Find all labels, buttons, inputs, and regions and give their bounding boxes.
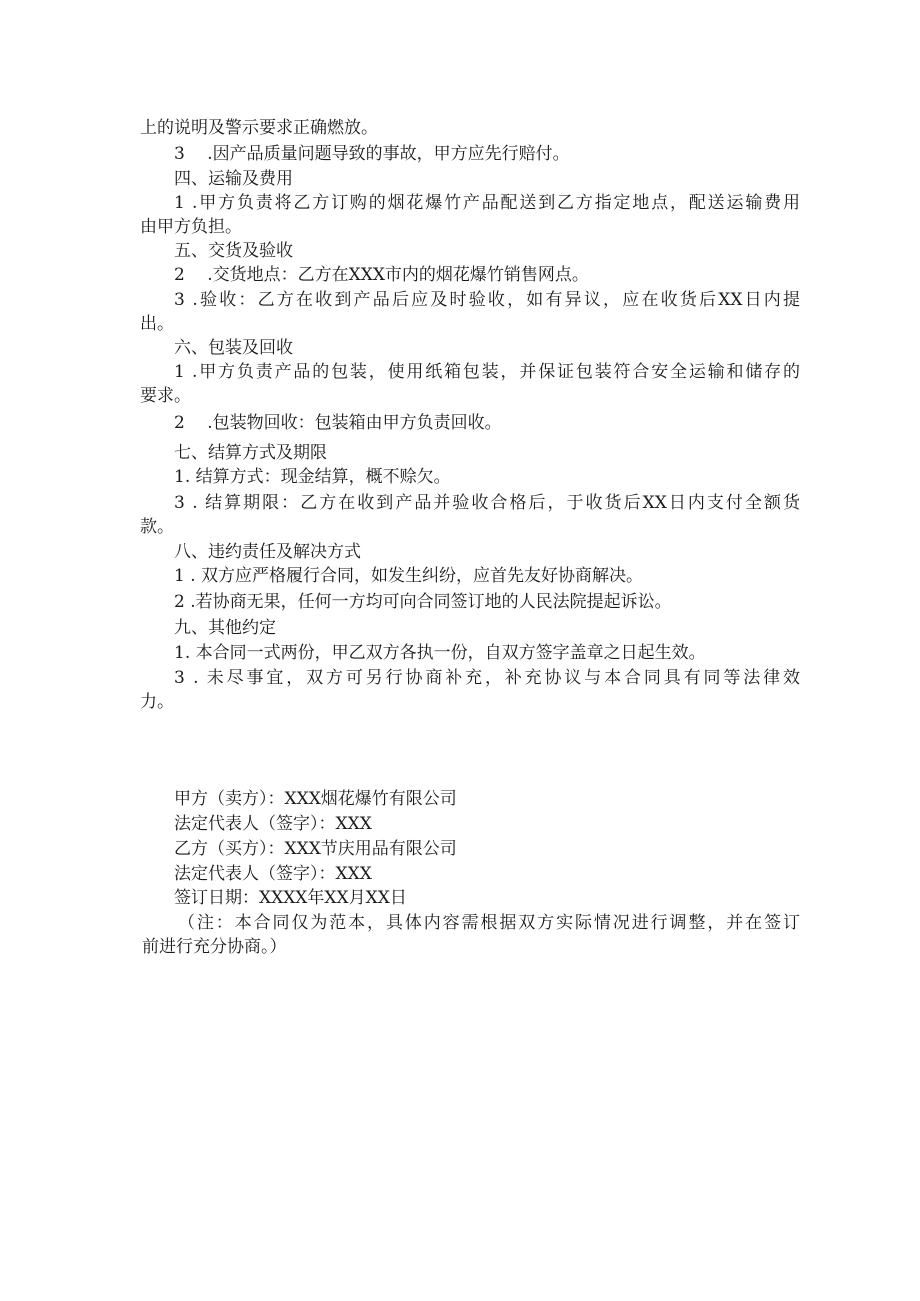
paragraph: 上的说明及警示要求正确燃放。 [140,118,378,138]
section-heading: 九、其他约定 [174,618,276,638]
paragraph: 由甲方负担。 [140,217,242,237]
paragraph: 2 .若协商无果，任何一方均可向合同签订地的人民法院提起诉讼。 [174,592,672,612]
signing-date: 签订日期：XXXX年XX月XX日 [174,888,407,908]
section-heading: 七、结算方式及期限 [174,443,327,463]
paragraph: 1. 结算方式：现金结算，概不赊欠。 [174,467,451,487]
section-heading: 四、运输及费用 [174,169,293,189]
signature-line-rep-b: 法定代表人（签字）：XXX [174,864,372,884]
paragraph: 2 .包装物回收：包装箱由甲方负责回收。 [174,413,502,433]
paragraph: 3 .验收：乙方在收到产品后应及时验收，如有异议，应在收货后XX日内提 [174,290,800,310]
paragraph: 要求。 [140,386,191,406]
section-heading: 六、包装及回收 [174,338,293,358]
paragraph: 3 . 未尽事宜，双方可另行协商补充，补充协议与本合同具有同等法律效 [174,668,800,688]
paragraph: 1. 本合同一式两份，甲乙双方各执一份，自双方签字盖章之日起生效。 [174,643,706,663]
paragraph: 出。 [140,314,174,334]
paragraph: 3 . 结算期限：乙方在收到产品并验收合格后，于收货后XX日内支付全额货 [174,493,800,513]
signature-line-party-a: 甲方（卖方）：XXX烟花爆竹有限公司 [174,789,457,809]
paragraph: 1 . 双方应严格履行合同，如发生纠纷，应首先友好协商解决。 [174,566,644,586]
section-heading: 五、交货及验收 [174,241,293,261]
paragraph: 1 .甲方负责产品的包装，使用纸箱包装，并保证包装符合安全运输和储存的 [174,362,800,382]
signature-line-rep-a: 法定代表人（签字）：XXX [174,814,372,834]
paragraph: 3 .因产品质量问题导致的事故，甲方应先行赔付。 [174,144,570,164]
paragraph: 2 .交货地点：乙方在XXX市内的烟花爆竹销售网点。 [174,265,589,285]
signature-line-party-b: 乙方（买方）：XXX节庆用品有限公司 [174,839,457,859]
paragraph: 力。 [140,692,174,712]
section-heading: 八、违约责任及解决方式 [174,542,361,562]
note: 前进行充分协商。） [142,937,287,957]
paragraph: 1 .甲方负责将乙方订购的烟花爆竹产品配送到乙方指定地点，配送运输费用 [174,193,800,213]
note: （注：本合同仅为范本，具体内容需根据双方实际情况进行调整，并在签订 [178,913,800,933]
paragraph: 款。 [140,517,174,537]
